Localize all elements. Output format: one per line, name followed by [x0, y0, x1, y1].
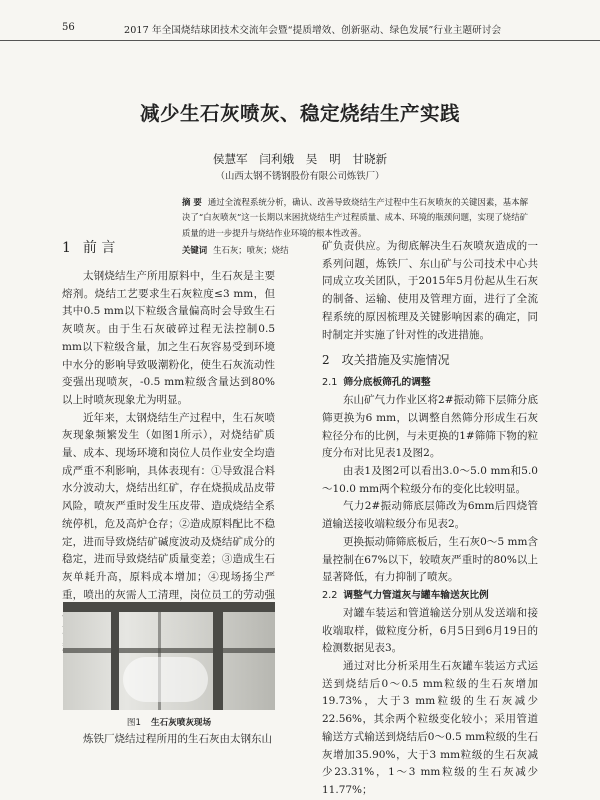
- subsection-2-2-title: 调整气力管道灰与罐车输送灰比例: [343, 589, 489, 601]
- figure-caption: [63, 716, 275, 728]
- section-2-title: 攻关措施及实施情况: [341, 353, 450, 368]
- figure-lime-spray-photo: [63, 602, 275, 710]
- figure-label: 图1: [126, 718, 141, 728]
- section-2-number: 2: [322, 353, 330, 368]
- paragraph-2-1-a: 东山矿气力作业区将2#振动筛下层筛分底筛更换为6 mm，以调整自然筛分形成生石灰粒径分布的比例，与未更换的1#筛筛下物的粒度分布对比见表1及图2。: [322, 394, 538, 460]
- subsection-2-1-heading: [322, 374, 538, 392]
- section-2-heading: [322, 350, 538, 370]
- section-1-number: 1: [62, 240, 71, 256]
- left-column-continuation: 炼铁厂烧结过程所用的生石灰由太钢东山: [83, 733, 272, 745]
- subsection-2-1-number: 2.1: [322, 377, 338, 389]
- section-1-title: 前 言: [82, 240, 116, 256]
- page-number: 56: [62, 22, 75, 33]
- paragraph-2-1-c: 气力2#振动筛底层筛改为6mm后四烧管道输送接收端粒级分布见表2。: [322, 500, 538, 531]
- section-1-heading: [62, 238, 275, 258]
- figure-caption-text: 生石灰喷灰现场: [150, 718, 212, 728]
- paragraph-2-2-a: 对罐车装运和管道输送分别从发送端和接收端取样，做粒度分析，6月5日到6月19日的检测数据见表3。: [322, 606, 538, 655]
- paragraph-2-2-b: 通过对比分析采用生石灰罐车装运方式运送到烧结后0～0.5 mm粒级的生石灰增加19.73%，大于3 mm粒级的生石灰减少22.56%，其余两个粒级变化较小；采用管道输送方式输送到烧结后0～0.5 mm粒级的生石灰增加35.90%，大于3 mm粒级的生石灰减少23.31%，1～3 mm粒级的生石灰减少11.77%；: [322, 660, 538, 796]
- running-header: [0, 18, 600, 41]
- intro-paragraph-1: 太钢烧结生产所用原料中，生石灰是主要熔剂。烧结工艺要求生石灰粒度≤3 mm，但其中0.5 mm以下粒级含量偏高时会导致生石灰喷灰。由于生石灰破碎过程无法控制0.5 mm以下粒级含量，加之生石灰容易受到环境中水分的影响导致吸潮粉化，使生石灰流动性变强出现喷灰，-0.5 mm粒级含量达到80%以上时喷灰现象尤为明显。: [62, 270, 275, 406]
- right-column: [322, 238, 538, 800]
- paper-title: 减少生石灰喷灰、稳定烧结生产实践: [139, 102, 460, 125]
- running-head-text: 2017 年全国烧结球团技术交流年会暨“提质增效、创新驱动、绿色发展”行业主题研讨会: [124, 25, 502, 36]
- subsection-2-2-number: 2.2: [322, 589, 338, 601]
- subsection-2-1-title: 筛分底板筛孔的调整: [343, 377, 431, 389]
- keywords-label: 关键词: [182, 245, 208, 255]
- affiliation: （山西太钢不锈钢股份有限公司炼铁厂）: [215, 171, 385, 182]
- paragraph-2-1-d: 更换振动筛筛底板后，生石灰0～5 mm含量控制在67%以下，较喷灰严重时的80%以上显著降低，有力抑制了喷灰。: [322, 535, 538, 584]
- subsection-2-2-heading: [322, 587, 538, 605]
- paragraph-2-1-b: 由表1及图2可以看出3.0～5.0 mm和5.0～10.0 mm两个粒级分布的变化比较明显。: [322, 465, 538, 495]
- keywords-text: 生石灰；喷灰；烧结: [213, 245, 289, 255]
- right-paragraph-continued: 矿负责供应。为彻底解决生石灰喷灰造成的一系列问题，炼铁厂、东山矿与公司技术中心共同成立攻关团队，于2015年5月份起从生石灰的制备、运输、使用及管理方面，进行了全流程系统的原因梳理及关键影响因素的确定，同时制定并实施了针对性的改进措施。: [322, 240, 538, 341]
- abstract: [182, 195, 528, 241]
- intro-paragraph-2: 近年来，太钢烧结生产过程中，生石灰喷灰现象频繁发生（如图1所示），对烧结矿质量、成本、现场环境和岗位人员作业安全均造成严重不利影响，具体表现有：①导致混合料水分波动大，烧结出红矿，存在烧损成品皮带风险，喷灰严重时发生压皮带、造成烧结全系统停机，危及高炉仓存；②造成原料配比不稳定，进而导致烧结矿碱度波动及烧结矿成分的稳定，进而导致烧结矿质量变差；③造成生石灰单耗升高，原料成本增加；④现场扬尘严重，喷出的灰需人工清理，岗位员工的劳动强: [62, 411, 275, 601]
- abstract-text: 通过全流程系统分析，确认、改善导致烧结生产过程中生石灰喷灰的关键因素，基本解决了“白灰喷灰”这一长期以来困扰烧结生产过程质量、成本、环境的瓶颈问题，实现了烧结矿质量的进一步提升与烧结作业环境的根本性改善。: [182, 197, 528, 238]
- abstract-label: 摘 要: [182, 197, 202, 207]
- left-column: [62, 238, 275, 657]
- authors: 侯慧军 闫利娥 吴 明 甘晓新: [212, 152, 388, 166]
